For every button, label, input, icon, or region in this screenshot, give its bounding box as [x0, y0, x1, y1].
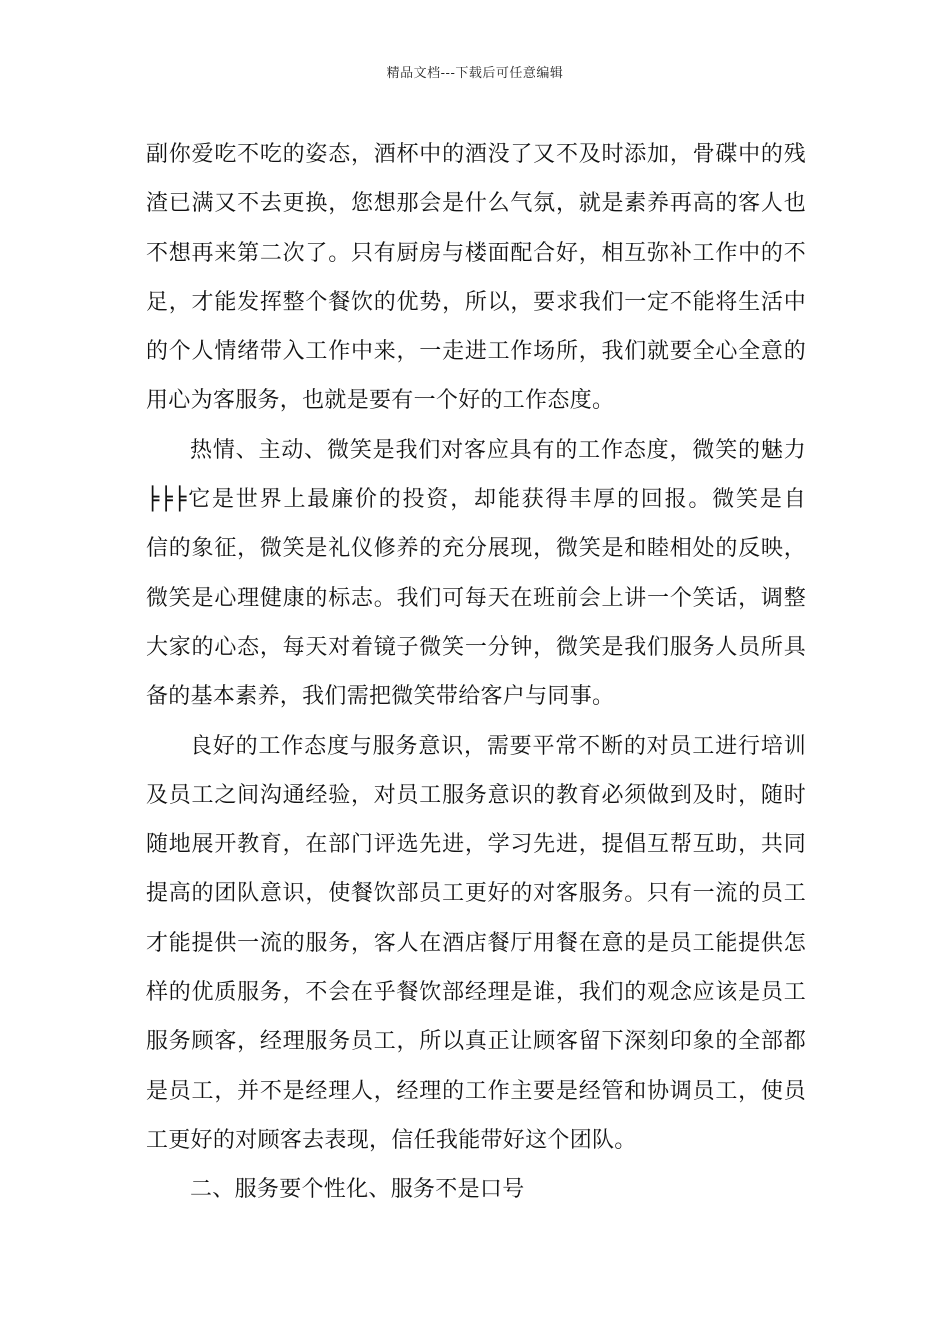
- document-body: [146, 130, 806, 1215]
- text-line: 工更好的对顾客去表现，信任我能带好这个团队。: [146, 1127, 637, 1153]
- text-line: 良好的工作态度与服务意识，需要平常不断的对员工进行培训: [190, 733, 806, 759]
- text-line: 是员工，并不是经理人，经理的工作主要是经管和协调员工，使员: [146, 1078, 806, 1104]
- text-line: 微笑是心理健康的标志。我们可每天在班前会上讲一个笑话，调整: [146, 585, 806, 611]
- text-line: 渣已满又不去更换，您想那会是什么气氛，就是素养再高的客人也: [146, 191, 806, 217]
- text-line: ╞╞╞它是世界上最廉价的投资，却能获得丰厚的回报。微笑是自: [146, 487, 806, 513]
- section-heading: 二、服务要个性化、服务不是口号: [190, 1177, 525, 1203]
- text-line: 足，才能发挥整个餐饮的优势，所以，要求我们一定不能将生活中: [146, 289, 806, 315]
- text-line: 及员工之间沟通经验，对员工服务意识的教育必须做到及时，随时: [146, 782, 806, 808]
- text-line: 服务顾客，经理服务员工，所以真正让顾客留下深刻印象的全部都: [146, 1029, 806, 1055]
- text-line: 不想再来第二次了。只有厨房与楼面配合好，相互弥补工作中的不: [146, 240, 806, 266]
- page-header: 精品文档---下载后可任意编辑: [386, 66, 564, 81]
- text-line: 用心为客服务，也就是要有一个好的工作态度。: [146, 388, 615, 414]
- text-line: 提高的团队意识，使餐饮部员工更好的对客服务。只有一流的员工: [146, 881, 806, 907]
- text-line: 样的优质服务，不会在乎餐饮部经理是谁，我们的观念应该是员工: [146, 980, 806, 1006]
- text-line: 的个人情绪带入工作中来，一走进工作场所，我们就要全心全意的: [146, 339, 806, 365]
- text-line: 大家的心态，每天对着镜子微笑一分钟，微笑是我们服务人员所具: [146, 634, 806, 660]
- text-line: 副你爱吃不吃的姿态，酒杯中的酒没了又不及时添加，骨碟中的残: [146, 142, 806, 167]
- text-line: 随地展开教育，在部门评选先进，学习先进，提倡互帮互助，共同: [146, 832, 806, 858]
- text-line: 才能提供一流的服务，客人在酒店餐厅用餐在意的是员工能提供怎: [146, 930, 806, 956]
- text-line: 备的基本素养，我们需把微笑带给客户与同事。: [146, 684, 615, 710]
- text-line: 热情、主动、微笑是我们对客应具有的工作态度，微笑的魅力: [190, 437, 806, 463]
- text-line: 信的象征，微笑是礼仪修养的充分展现，微笑是和睦相处的反映，: [146, 536, 806, 562]
